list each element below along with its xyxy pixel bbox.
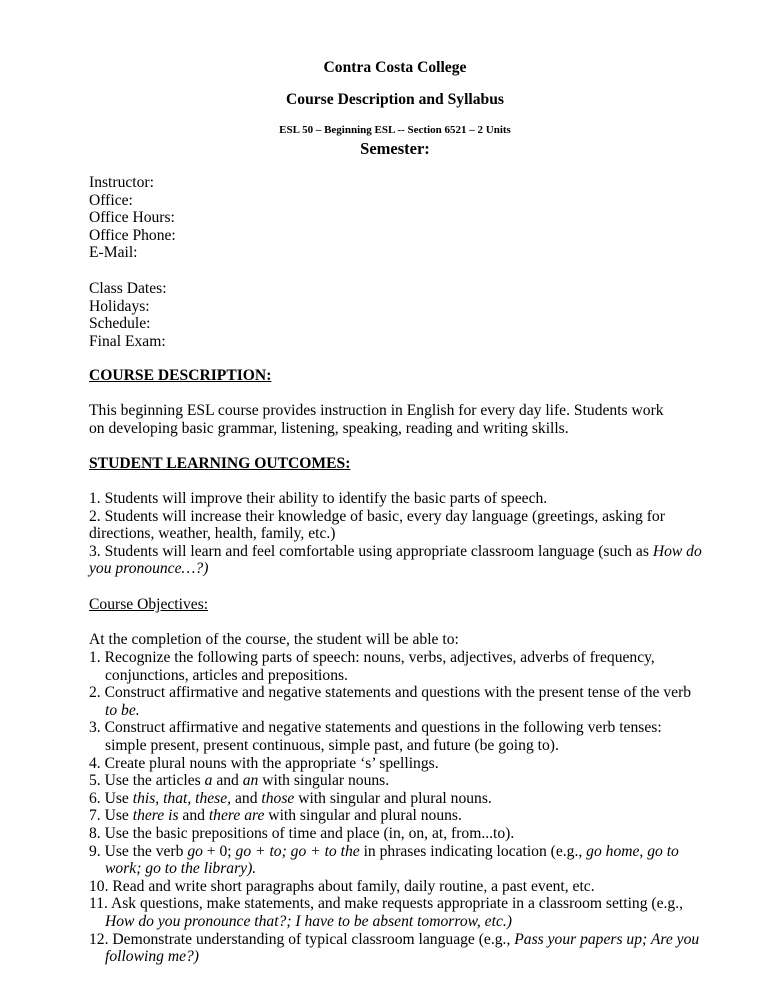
objectives-heading: Course Objectives: <box>89 596 209 613</box>
italic-text: to be. <box>105 701 140 719</box>
course-description-heading: COURSE DESCRIPTION: <box>89 367 272 384</box>
item-text: 7. Use <box>89 807 133 825</box>
item-text: 3. Students will learn and feel comfortable using appropriate classroom language (such as <box>89 542 653 560</box>
italic-text: go <box>187 842 203 860</box>
final-exam-label: Final Exam: <box>89 332 166 350</box>
item-text: 12. Demonstrate understanding of typical classroom language (e.g., <box>89 930 515 948</box>
italic-text: How do you pronounce…?) <box>89 542 702 578</box>
italic-text: a <box>204 772 213 790</box>
item-text: 1. Recognize the following parts of speech: nouns, verbs, adjectives, adverbs of frequency, conjunctions, articles and prepositions. <box>89 649 655 684</box>
item-text: in phrases indicating location (e.g., <box>359 842 587 860</box>
item-text: and <box>231 789 262 807</box>
objective-item <box>89 772 701 790</box>
holidays-label: Holidays: <box>89 297 150 315</box>
schedule-fields <box>89 280 701 350</box>
objective-item <box>89 719 701 754</box>
document-title: Course Description and Syllabus <box>286 91 504 108</box>
outcome-item <box>89 543 707 578</box>
item-text: with singular and plural nouns. <box>294 789 492 807</box>
italic-text: this, that, these, <box>132 789 232 807</box>
italic-text: there is <box>132 807 179 825</box>
objective-item <box>89 931 701 966</box>
outcome-item <box>89 490 707 508</box>
class-dates-label: Class Dates: <box>89 280 167 297</box>
italic-text: there are <box>208 807 265 825</box>
course-description-text: This beginning ESL course provides instruction in English for every day life. Students work on developing basic grammar, listening, speaking, reading and writing skills. <box>89 402 664 437</box>
objective-item <box>89 684 701 719</box>
italic-text: go home, go to work; go to the library). <box>105 842 679 878</box>
objective-item <box>89 825 701 843</box>
objective-item <box>89 895 701 930</box>
instructor-label: Instructor: <box>89 174 154 191</box>
item-text: with singular nouns. <box>258 772 390 790</box>
objectives-list <box>89 649 701 966</box>
item-text: 2. Students will increase their knowledge of basic, every day language (greetings, asking for directions, weather, health, family, etc.) <box>89 507 665 543</box>
italic-text: go + to; go + to the <box>235 842 360 860</box>
item-text: and <box>212 772 243 790</box>
item-text: and <box>178 807 209 825</box>
office-hours-label: Office Hours: <box>89 209 175 227</box>
italic-text: an <box>242 772 259 790</box>
item-text: 4. Create plural nouns with the appropriate ‘s’ spellings. <box>89 754 439 772</box>
semester-label: Semester: <box>360 139 430 158</box>
slo-heading: STUDENT LEARNING OUTCOMES: <box>89 455 351 472</box>
objective-item <box>89 878 701 896</box>
item-text: 3. Construct affirmative and negative statements and questions in the following verb tenses: simple present, present continuous, simple past, and future (be going to). <box>89 719 662 754</box>
objective-item <box>89 843 701 878</box>
outcome-item <box>89 508 707 543</box>
objective-item <box>89 649 701 684</box>
contact-fields <box>89 174 701 262</box>
item-text: 5. Use the articles <box>89 772 205 790</box>
course-line: ESL 50 – Beginning ESL -- Section 6521 – 2 Units <box>279 124 511 136</box>
item-text: with singular and plural nouns. <box>264 807 462 825</box>
item-text: 6. Use <box>89 789 133 807</box>
office-label: Office: <box>89 191 133 209</box>
item-text: 10. Read and write short paragraphs about family, daily routine, a past event, etc. <box>89 877 595 895</box>
italic-text: How do you pronounce that?; I have to be absent tomorrow, etc.) <box>105 912 512 930</box>
college-title: Contra Costa College <box>323 59 467 76</box>
item-text: + 0; <box>202 842 236 860</box>
objectives-intro: At the completion of the course, the student will be able to: <box>89 631 459 648</box>
italic-text: Pass your papers up; Are you following me?) <box>105 930 700 966</box>
item-text: 2. Construct affirmative and negative statements and questions with the present tense of the verb <box>89 684 692 702</box>
email-label: E-Mail: <box>89 244 138 262</box>
schedule-label: Schedule: <box>89 315 151 333</box>
objective-item <box>89 755 701 773</box>
italic-text: those <box>261 789 295 807</box>
item-text: 1. Students will improve their ability to identify the basic parts of speech. <box>89 490 548 507</box>
office-phone-label: Office Phone: <box>89 226 176 244</box>
objective-item <box>89 807 701 825</box>
objective-item <box>89 790 701 808</box>
item-text: 11. Ask questions, make statements, and make requests appropriate in a classroom setting (e.g., <box>89 895 684 913</box>
item-text: 8. Use the basic prepositions of time and place (in, on, at, from...to). <box>89 824 515 842</box>
item-text: 9. Use the verb <box>89 842 188 860</box>
slo-list <box>89 490 707 578</box>
